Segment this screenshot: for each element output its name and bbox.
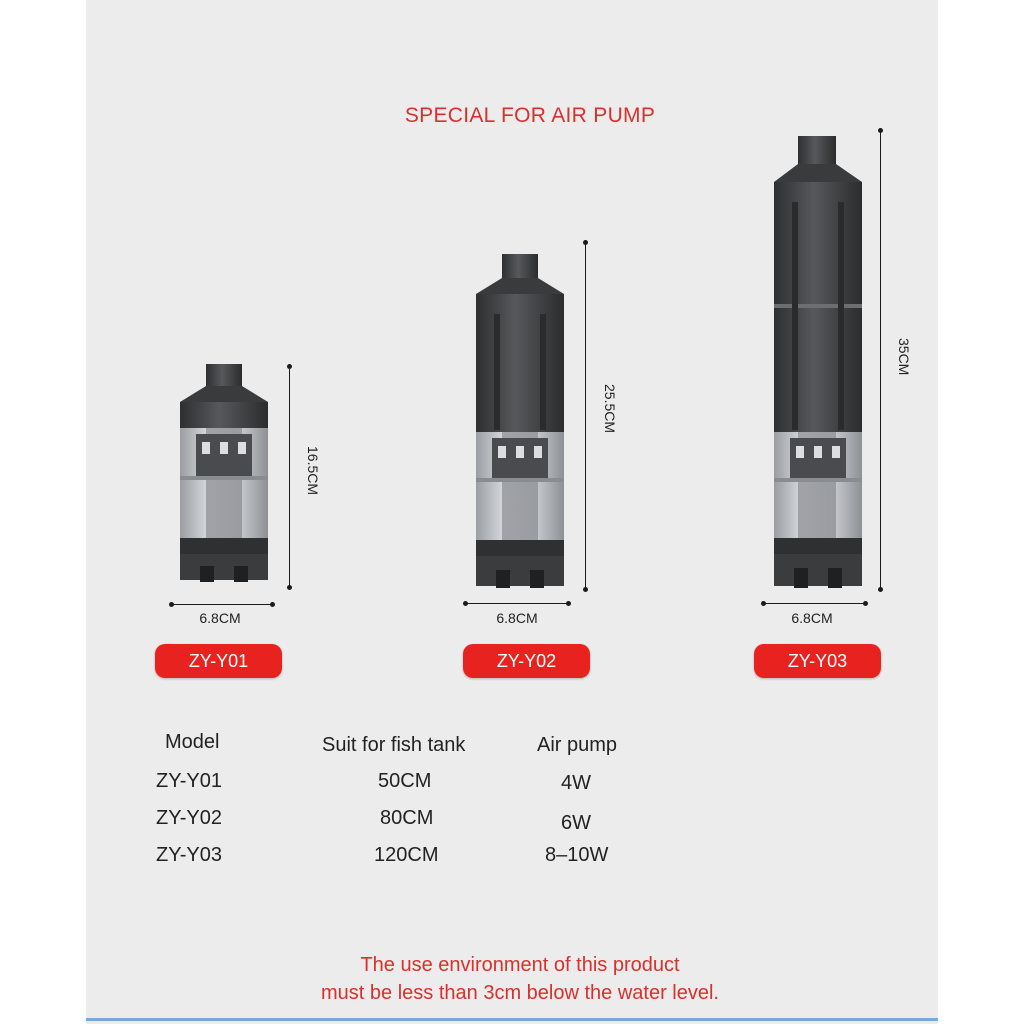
model-badge-zy-y01: ZY-Y01: [155, 644, 282, 678]
width-label-zy-y02: 6.8CM: [496, 610, 538, 626]
bottom-divider: [86, 1018, 938, 1021]
width-dimension-line-zy-y02: [465, 603, 569, 604]
table-cell-air-pump: 4W: [561, 772, 591, 794]
height-label-zy-y02: 25.5CM: [602, 384, 618, 434]
table-header-model: Model: [165, 731, 220, 753]
table-cell-model: ZY-Y02: [156, 807, 222, 829]
height-dimension-line-zy-y01: [289, 366, 290, 588]
model-badge-zy-y02: ZY-Y02: [463, 644, 590, 678]
usage-note-line-1: The use environment of this product: [360, 954, 680, 976]
table-cell-tank: 120CM: [374, 844, 439, 866]
table-cell-model: ZY-Y03: [156, 844, 222, 866]
table-cell-air-pump: 8–10W: [545, 844, 609, 866]
width-label-zy-y01: 6.8CM: [199, 610, 241, 626]
height-label-zy-y01: 16.5CM: [305, 446, 321, 496]
height-label-zy-y03: 35CM: [896, 338, 912, 376]
filter-image-zy-y01: [176, 362, 272, 588]
usage-note-line-2: must be less than 3cm below the water level.: [321, 982, 719, 1004]
width-label-zy-y03: 6.8CM: [791, 610, 833, 626]
page-heading: SPECIAL FOR AIR PUMP: [404, 104, 656, 127]
height-dimension-line-zy-y02: [585, 242, 586, 590]
table-cell-tank: 50CM: [378, 770, 432, 792]
model-badge-zy-y03: ZY-Y03: [754, 644, 881, 678]
width-dimension-line-zy-y01: [171, 604, 273, 605]
table-header-air-pump: Air pump: [537, 734, 618, 756]
height-dimension-line-zy-y03: [880, 130, 881, 590]
table-cell-tank: 80CM: [380, 807, 434, 829]
width-dimension-line-zy-y03: [763, 603, 866, 604]
filter-image-zy-y02: [474, 252, 566, 592]
table-cell-model: ZY-Y01: [156, 770, 222, 792]
table-header-tank: Suit for fish tank: [322, 734, 466, 756]
filter-image-zy-y03: [772, 134, 864, 592]
table-cell-air-pump: 6W: [561, 812, 591, 834]
